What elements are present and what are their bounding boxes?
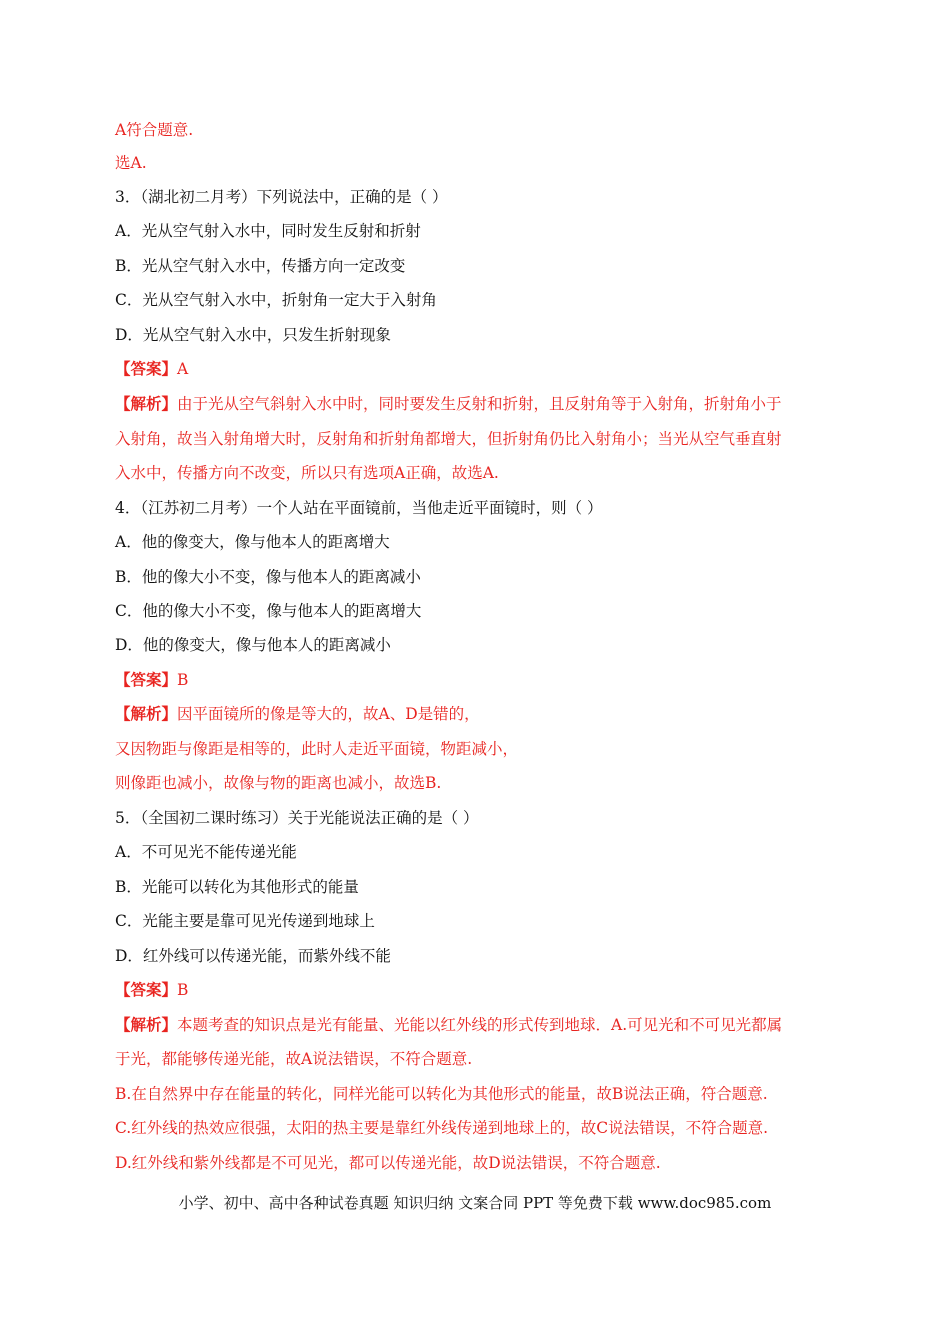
analysis-line: [115, 394, 782, 414]
answer-line: [115, 359, 188, 379]
text-line: [115, 120, 193, 140]
text-line: [115, 153, 147, 173]
analysis-line: [115, 1015, 782, 1035]
line-text: C．光从空气射入水中，折射角一定大于入射角: [115, 291, 437, 309]
analysis-label: 【解析】: [115, 704, 178, 723]
text-line: [115, 911, 375, 931]
analysis-label: 【解析】: [115, 394, 178, 413]
text-line: [115, 808, 479, 828]
answer-line: [115, 670, 188, 690]
text-line: [115, 601, 421, 621]
line-text: 5．（全国初二课时练习）关于光能说法正确的是（ ）: [115, 809, 479, 827]
line-text: 入射角，故当入射角增大时，反射角和折射角都增大，但折射角仍比入射角小；当光从空气垂直射: [115, 430, 782, 448]
page-footer: 小学、初中、高中各种试卷真题 知识归纳 文案合同 PPT 等免费下载 www.doc985.com: [178, 1194, 772, 1212]
text-line: [115, 1153, 661, 1173]
line-text: 本题考查的知识点是光有能量、光能以红外线的形式传到地球．A.可见光和不可见光都属: [177, 1016, 783, 1034]
line-text: 于光，都能够传递光能，故A说法错误，不符合题意.: [115, 1050, 473, 1068]
line-text: A．他的像变大，像与他本人的距离增大: [115, 533, 390, 551]
line-text: B．光从空气射入水中，传播方向一定改变: [115, 257, 406, 275]
text-line: [115, 946, 391, 966]
text-line: [115, 635, 391, 655]
text-line: [115, 463, 499, 483]
text-line: [115, 1084, 768, 1104]
text-line: [115, 429, 782, 449]
text-line: [115, 567, 421, 587]
line-text: A．光从空气射入水中，同时发生反射和折射: [115, 222, 421, 240]
text-line: [115, 773, 441, 793]
line-text: 3．（湖北初二月考）下列说法中，正确的是（ ）: [115, 188, 448, 206]
answer-line: [115, 980, 188, 1000]
text-line: [115, 325, 391, 345]
line-text: B．光能可以转化为其他形式的能量: [115, 878, 359, 896]
text-line: [115, 1118, 768, 1138]
text-line: [115, 1049, 472, 1069]
line-text: C．光能主要是靠可见光传递到地球上: [115, 912, 375, 930]
line-text: B.在自然界中存在能量的转化，同样光能可以转化为其他形式的能量，故B说法正确，符合题意.: [115, 1085, 768, 1103]
answer-label: 【答案】: [115, 980, 178, 999]
line-text: B: [177, 671, 189, 689]
line-text: A符合题意.: [115, 121, 194, 139]
line-text: A: [177, 360, 189, 378]
line-text: 则像距也减小，故像与物的距离也减小，故选B.: [115, 774, 442, 792]
text-line: [115, 739, 518, 759]
line-text: 因平面镜所的像是等大的，故A、D是错的，: [177, 705, 480, 723]
text-line: [115, 842, 297, 862]
text-line: [115, 498, 603, 518]
line-text: A．不可见光不能传递光能: [115, 843, 297, 861]
line-text: B: [177, 981, 189, 999]
line-text: B．他的像大小不变，像与他本人的距离减小: [115, 568, 421, 586]
text-line: [115, 290, 437, 310]
line-text: 由于光从空气斜射入水中时，同时要发生反射和折射，且反射角等于入射角，折射角小于: [177, 395, 782, 413]
line-text: 又因物距与像距是相等的，此时人走近平面镜，物距减小，: [115, 740, 519, 758]
analysis-label: 【解析】: [115, 1015, 178, 1034]
answer-label: 【答案】: [115, 359, 178, 378]
analysis-line: [115, 704, 480, 724]
answer-label: 【答案】: [115, 670, 178, 689]
text-line: [115, 532, 390, 552]
line-text: C.红外线的热效应很强，太阳的热主要是靠红外线传递到地球上的，故C说法错误，不符合题意.: [115, 1119, 769, 1137]
line-text: D．光从空气射入水中，只发生折射现象: [115, 326, 391, 344]
line-text: 选A.: [115, 154, 147, 172]
line-text: C．他的像大小不变，像与他本人的距离增大: [115, 602, 422, 620]
line-text: D．他的像变大，像与他本人的距离减小: [115, 636, 391, 654]
line-text: D．红外线可以传递光能，而紫外线不能: [115, 947, 391, 965]
text-line: [115, 877, 359, 897]
text-line: [115, 221, 421, 241]
line-text: 4．（江苏初二月考）一个人站在平面镜前，当他走近平面镜时，则（ ）: [115, 499, 603, 517]
text-line: [115, 256, 405, 276]
text-line: [115, 187, 448, 207]
line-text: D.红外线和紫外线都是不可见光，都可以传递光能，故D说法错误，不符合题意.: [115, 1154, 661, 1172]
line-text: 入水中，传播方向不改变，所以只有选项A正确，故选A.: [115, 464, 499, 482]
